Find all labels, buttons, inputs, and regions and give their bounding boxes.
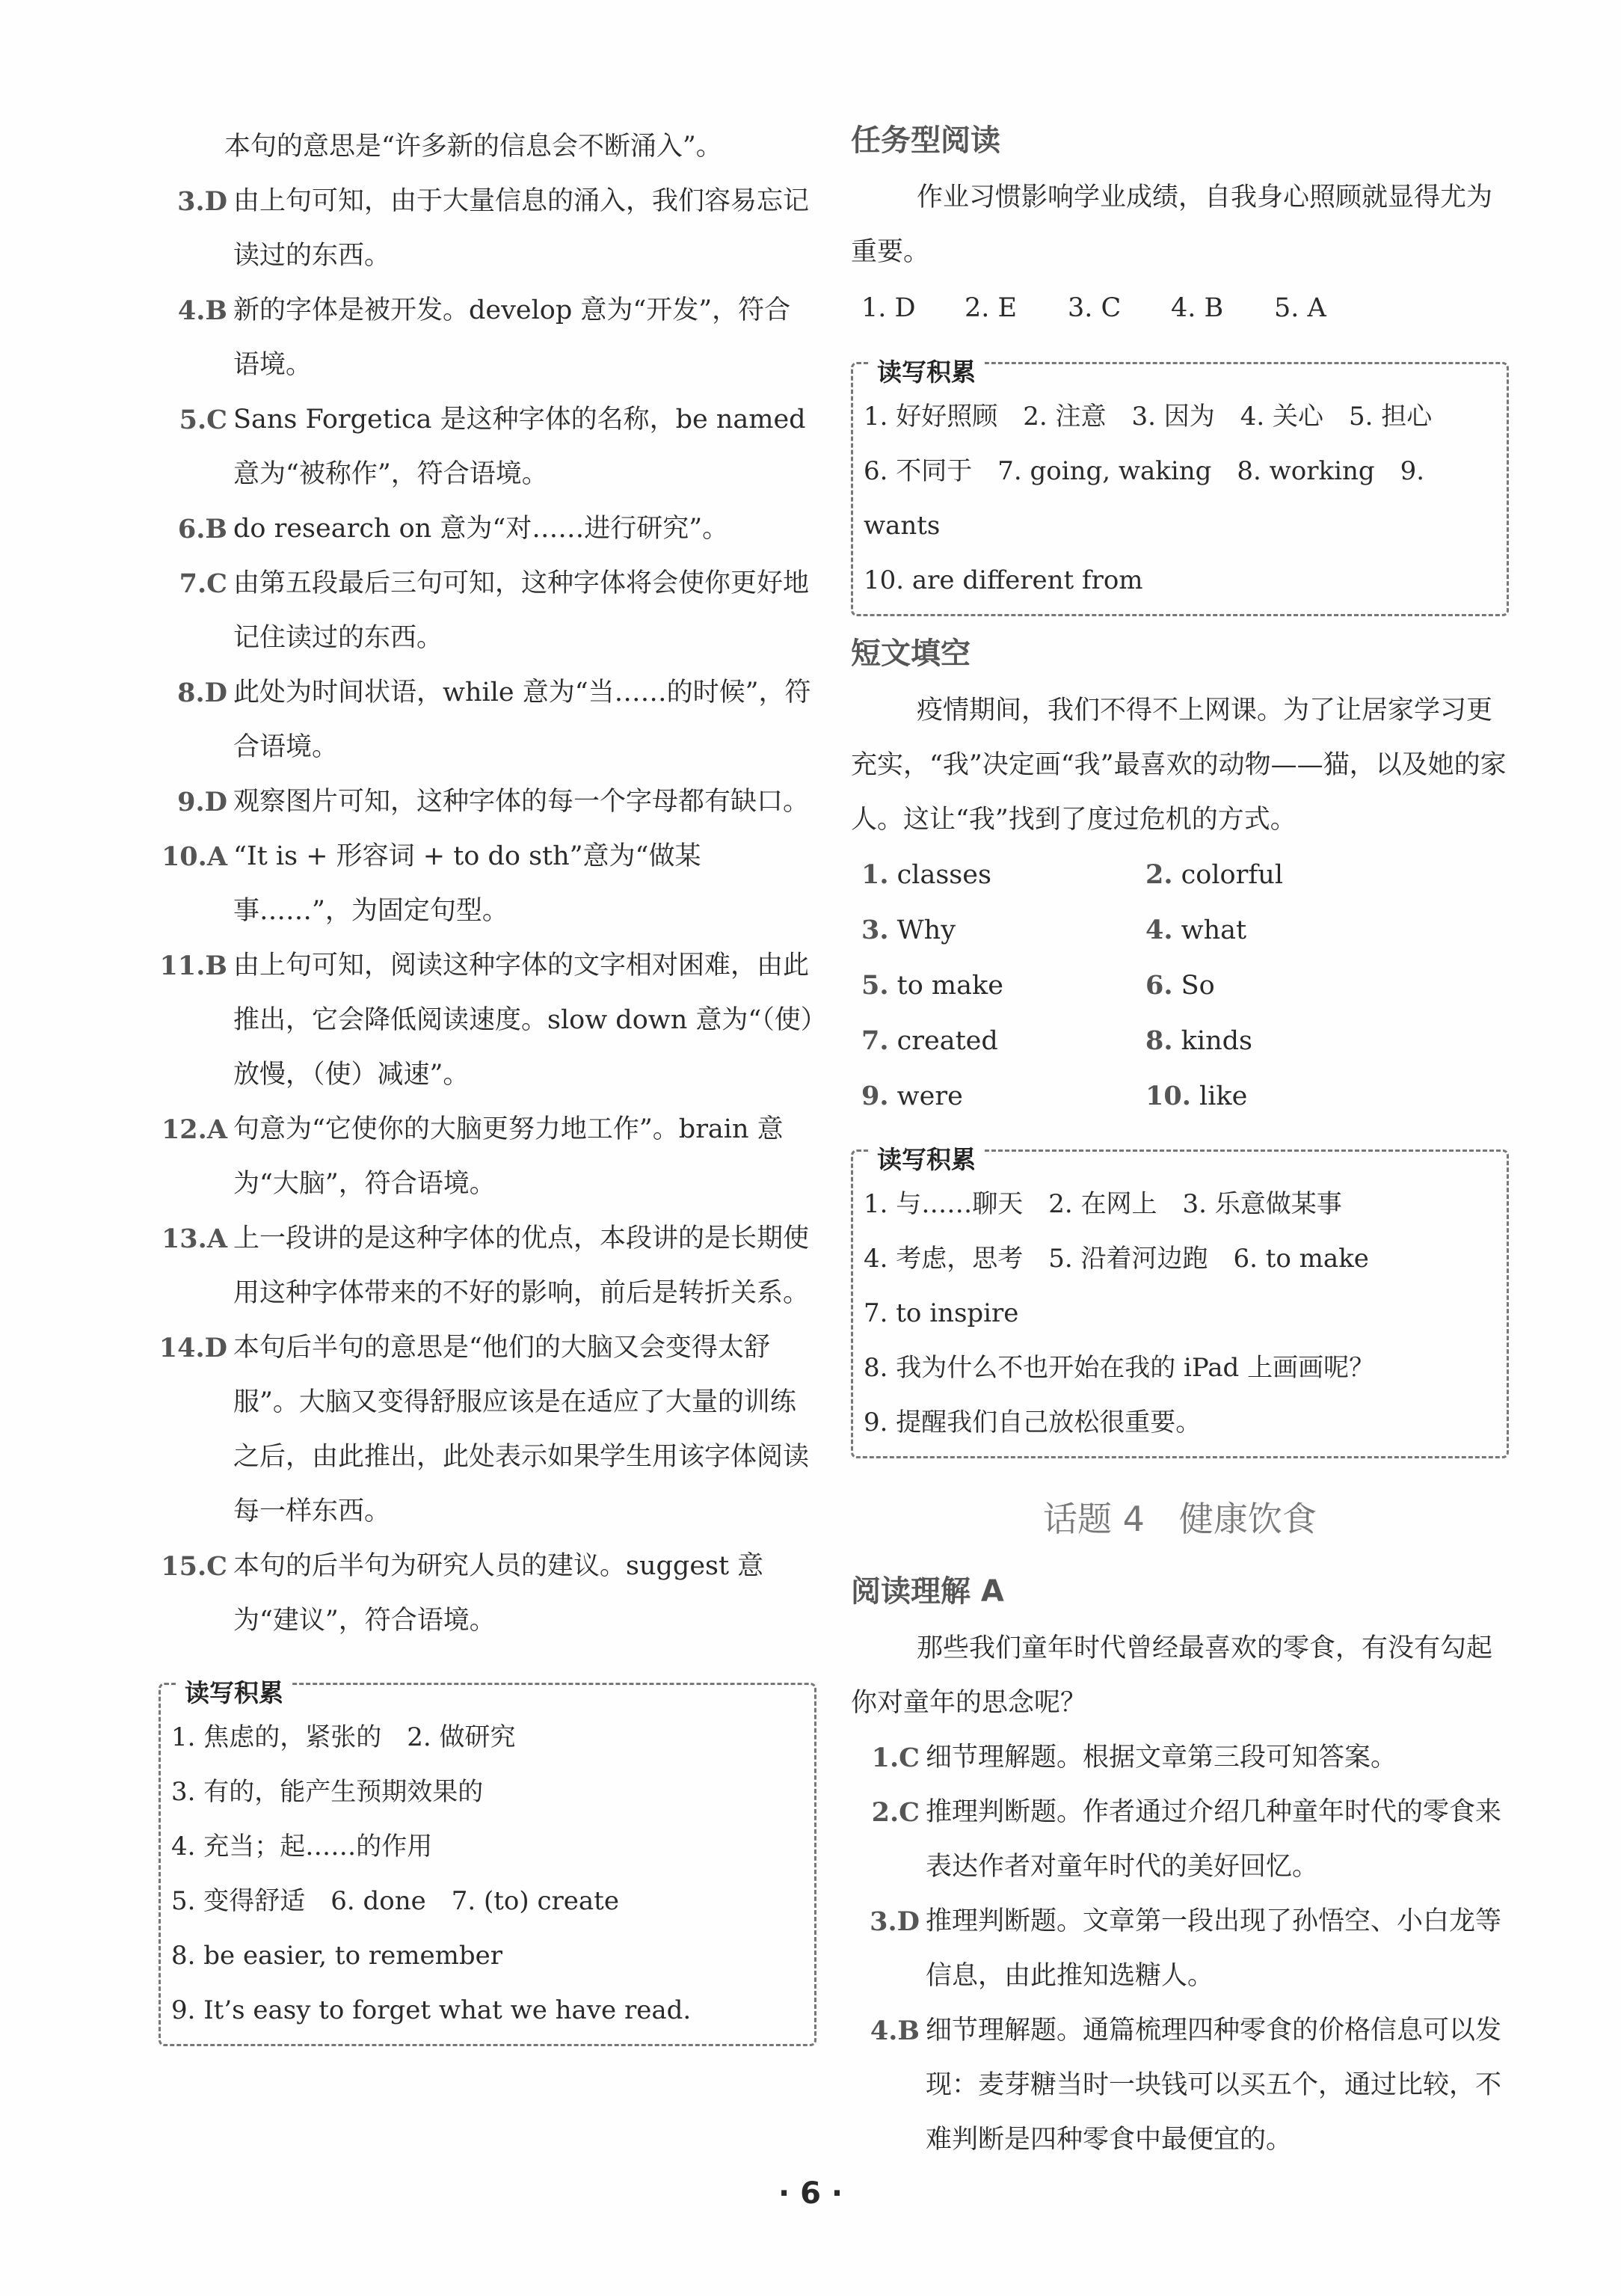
cloze-answer [1145,958,1430,1013]
box-line: 1. 好好照顾 2. 注意 3. 因为 4. 关心 5. 担心 [864,402,1433,432]
item-answer: C [206,1551,227,1582]
item-answer: C [206,405,227,435]
intro-line: 本句的意思是“许多新的信息会不断涌入”。 [224,132,722,162]
answer-list [851,1731,1509,2167]
item-number [159,502,227,557]
item-number-text: 2. [871,1797,899,1828]
cloze-value: So [1172,971,1215,1001]
item-explanation: 细节理解题。通篇梳理四种零食的价格信息可以发现：麦芽糖当时一块钱可以买五个，通过比较，不难判断是四种零食中最便宜的。 [926,2016,1502,2155]
item-answer: A [206,1114,227,1145]
item-number-text: 14. [159,1333,205,1363]
cloze-number: 1. [861,859,889,890]
item-number [851,1731,920,1786]
cloze-answer [1145,1069,1430,1124]
item-number [851,2004,920,2059]
item-answer: B [205,295,227,326]
box-line: 9. 提醒我们自己放松很重要。 [864,1408,1202,1437]
box-line: 4. 充当；起……的作用 [171,1832,433,1861]
item-answer: D [204,678,227,708]
item-explanation: 本句后半句的意思是“他们的大脑又会变得太舒服”。大脑又变得舒服应该是在适应了大量的训练之后，由此推出，此处表示如果学生用该字体阅读每一样东西。 [233,1333,810,1526]
answer-item [159,939,816,1102]
cloze-number: 2. [1145,859,1173,890]
answer-item [851,2004,1509,2167]
box-line: 5. 变得舒适 6. done 7. (to) create [171,1886,619,1916]
item-explanation: 由第五段最后三句可知，这种字体将会使你更好地记住读过的东西。 [233,568,810,653]
item-answer: C [899,1797,920,1828]
item-explanation: 推理判断题。文章第一段出现了孙悟空、小白龙等信息，由此推知选糖人。 [926,1906,1502,1991]
choice-answer: 3. C [1068,293,1122,323]
box-line: 4. 考虑，思考 5. 沿着河边跑 6. to make [864,1244,1369,1274]
cloze-value: created [888,1026,998,1056]
section-intro: 作业习惯影响学业成绩，自我身心照顾就显得尤为重要。 [851,182,1493,267]
cloze-value: what [1172,915,1247,945]
section-intro: 那些我们童年时代曾经最喜欢的零食，有没有勾起你对童年的思念呢？ [851,1633,1493,1718]
item-number [851,1785,920,1841]
item-explanation: 推理判断题。作者通过介绍几种童年时代的零食来表达作者对童年时代的美好回忆。 [926,1797,1502,1882]
answer-item [159,174,816,283]
item-number [159,283,227,339]
answer-item [159,393,816,502]
item-answer: D [204,186,227,217]
item-answer: B [205,514,227,544]
box-line: 6. 不同于 7. going, waking 8. working 9. wants [864,456,1425,541]
reading-writing-box-1 [851,357,1509,616]
item-number [159,556,227,612]
item-number [159,1539,227,1594]
item-number-text: 15. [161,1551,207,1582]
choice-answers [851,280,1509,337]
cloze-value: Why [888,915,956,945]
item-answer: D [204,1333,227,1363]
item-explanation: Sans Forgetica 是这种字体的名称，be named 意为“被称作”，符合语境。 [233,405,806,489]
item-explanation: 新的字体是被开发。develop 意为“开发”，符合语境。 [233,295,791,380]
item-number [159,775,227,830]
cloze-answers [851,847,1509,1124]
item-number-text: 10. [161,841,207,872]
choice-answer: 5. A [1274,293,1326,323]
item-number [159,939,227,994]
item-number [159,829,227,885]
choice-answer: 1. D [861,293,916,323]
section-intro: 疫情期间，我们不得不上网课。为了让居家学习更充实，“我”决定画“我”最喜欢的动物——猫，以及她的家人。这让“我”找到了度过危机的方式。 [851,696,1507,835]
box-title: 读写积累 [868,1132,985,1187]
page-number: · 6 · [778,2176,843,2211]
answer-item [159,1321,816,1539]
cloze-answer [1145,847,1430,903]
item-explanation: 句意为“它使你的大脑更努力地工作”。brain 意为“大脑”，符合语境。 [233,1114,784,1199]
box-line: 3. 有的，能产生预期效果的 [171,1777,484,1807]
item-number-text: 6. [177,514,206,544]
box-line: 9. It’s easy to forget what we have read. [171,1995,692,2025]
item-explanation: 由上句可知，阅读这种字体的文字相对困难，由此推出，它会降低阅读速度。slow down 意为“（使）放慢，（使）减速”。 [233,951,814,1090]
answer-item [159,556,816,666]
item-number [159,393,227,448]
section-title-task-reading: 任务型阅读 [851,123,1000,158]
item-explanation: 由上句可知，由于大量信息的涌入，我们容易忘记读过的东西。 [233,186,810,271]
item-number [159,174,227,230]
item-number-text: 1. [871,1743,899,1773]
item-answer: B [205,951,227,981]
box-lines [171,1710,814,2038]
item-number-text: 3. [870,1906,897,1937]
topic-title: 话题 4 健康饮食 [1043,1499,1317,1539]
item-number-text: 7. [179,568,207,599]
cloze-number: 4. [1145,915,1173,945]
answer-item [851,1731,1509,1785]
cloze-number: 10. [1145,1081,1191,1111]
cloze-answer [861,903,1145,958]
cloze-answer [861,1013,1145,1069]
item-number-text: 8. [177,678,205,708]
cloze-value: to make [888,971,1003,1001]
answer-item [159,1212,816,1321]
box-line: 8. be easier, to remember [171,1941,502,1971]
item-answer: A [206,841,227,872]
box-line: 7. to inspire [864,1298,1019,1328]
item-number-text: 9. [177,787,205,817]
item-explanation: do research on 意为“对……进行研究”。 [233,514,729,544]
cloze-value: classes [888,860,991,890]
choice-answer: 2. E [965,293,1018,323]
item-answer: D [204,787,227,817]
item-number [851,1894,920,1950]
section-title-reading-a: 阅读理解 A [851,1574,1004,1609]
cloze-value: like [1190,1081,1248,1111]
item-answer: D [896,1906,920,1937]
cloze-number: 9. [861,1081,889,1111]
item-number [159,1212,227,1267]
box-lines [864,390,1507,608]
item-number-text: 4. [870,2016,898,2046]
item-explanation: 细节理解题。根据文章第三段可知答案。 [926,1743,1397,1772]
cloze-value: were [888,1081,963,1111]
cloze-number: 8. [1145,1025,1173,1056]
cloze-number: 5. [861,970,889,1001]
answer-item [159,283,816,393]
cloze-answer [1145,903,1430,958]
cloze-number: 6. [1145,970,1173,1001]
item-answer: A [206,1224,227,1254]
item-number-text: 11. [159,951,206,981]
item-number [159,666,227,721]
item-explanation: 此处为时间状语，while 意为“当……的时候”，符合语境。 [233,678,811,762]
choice-answer: 4. B [1171,293,1224,323]
answer-item [159,502,816,556]
item-explanation: 本句的后半句为研究人员的建议。suggest 意为“建议”，符合语境。 [233,1551,764,1636]
cloze-number: 3. [861,915,889,945]
item-number [159,1102,227,1158]
box-line: 1. 与……聊天 2. 在网上 3. 乐意做某事 [864,1189,1342,1219]
answer-item [159,1539,816,1648]
item-explanation: “It is + 形容词 + to do sth”意为“做某事……”，为固定句型。 [233,841,701,926]
item-answer: B [897,2016,920,2046]
box-title: 读写积累 [868,345,985,399]
right-column [851,120,1509,2167]
item-number-text: 4. [177,295,206,326]
box-line: 8. 我为什么不也开始在我的 iPad 上画画呢？ [864,1353,1375,1383]
item-number-text: 5. [179,405,207,435]
item-number [159,1321,227,1376]
answer-item [851,1894,1509,2004]
answer-item [159,1102,816,1212]
cloze-answer [1145,1013,1430,1069]
box-line: 10. are different from [864,565,1143,595]
answer-list [159,174,816,1648]
item-explanation: 上一段讲的是这种字体的优点，本段讲的是长期使用这种字体带来的不好的影响，前后是转折关系。 [233,1224,810,1308]
cloze-value: colorful [1172,860,1284,890]
answer-item [159,666,816,775]
reading-writing-box [159,1678,816,2046]
item-number-text: 13. [161,1224,207,1254]
left-column [159,120,816,2046]
cloze-answer [861,958,1145,1013]
item-explanation: 观察图片可知，这种字体的每一个字母都有缺口。 [233,787,810,817]
answer-item [851,1785,1509,1894]
cloze-answer [861,847,1145,903]
item-number-text: 12. [161,1114,207,1145]
cloze-answer [861,1069,1145,1124]
box-lines [864,1177,1507,1450]
reading-writing-box-2 [851,1145,1509,1458]
cloze-value: kinds [1172,1026,1252,1056]
box-title: 读写积累 [176,1666,292,1720]
item-number-text: 3. [177,186,205,217]
item-answer: C [206,568,227,599]
cloze-number: 7. [861,1025,889,1056]
section-title-cloze: 短文填空 [851,636,971,671]
answer-item [159,775,816,829]
box-line: 1. 焦虑的，紧张的 2. 做研究 [171,1722,516,1752]
answer-item [159,829,816,939]
item-answer: C [899,1743,920,1773]
